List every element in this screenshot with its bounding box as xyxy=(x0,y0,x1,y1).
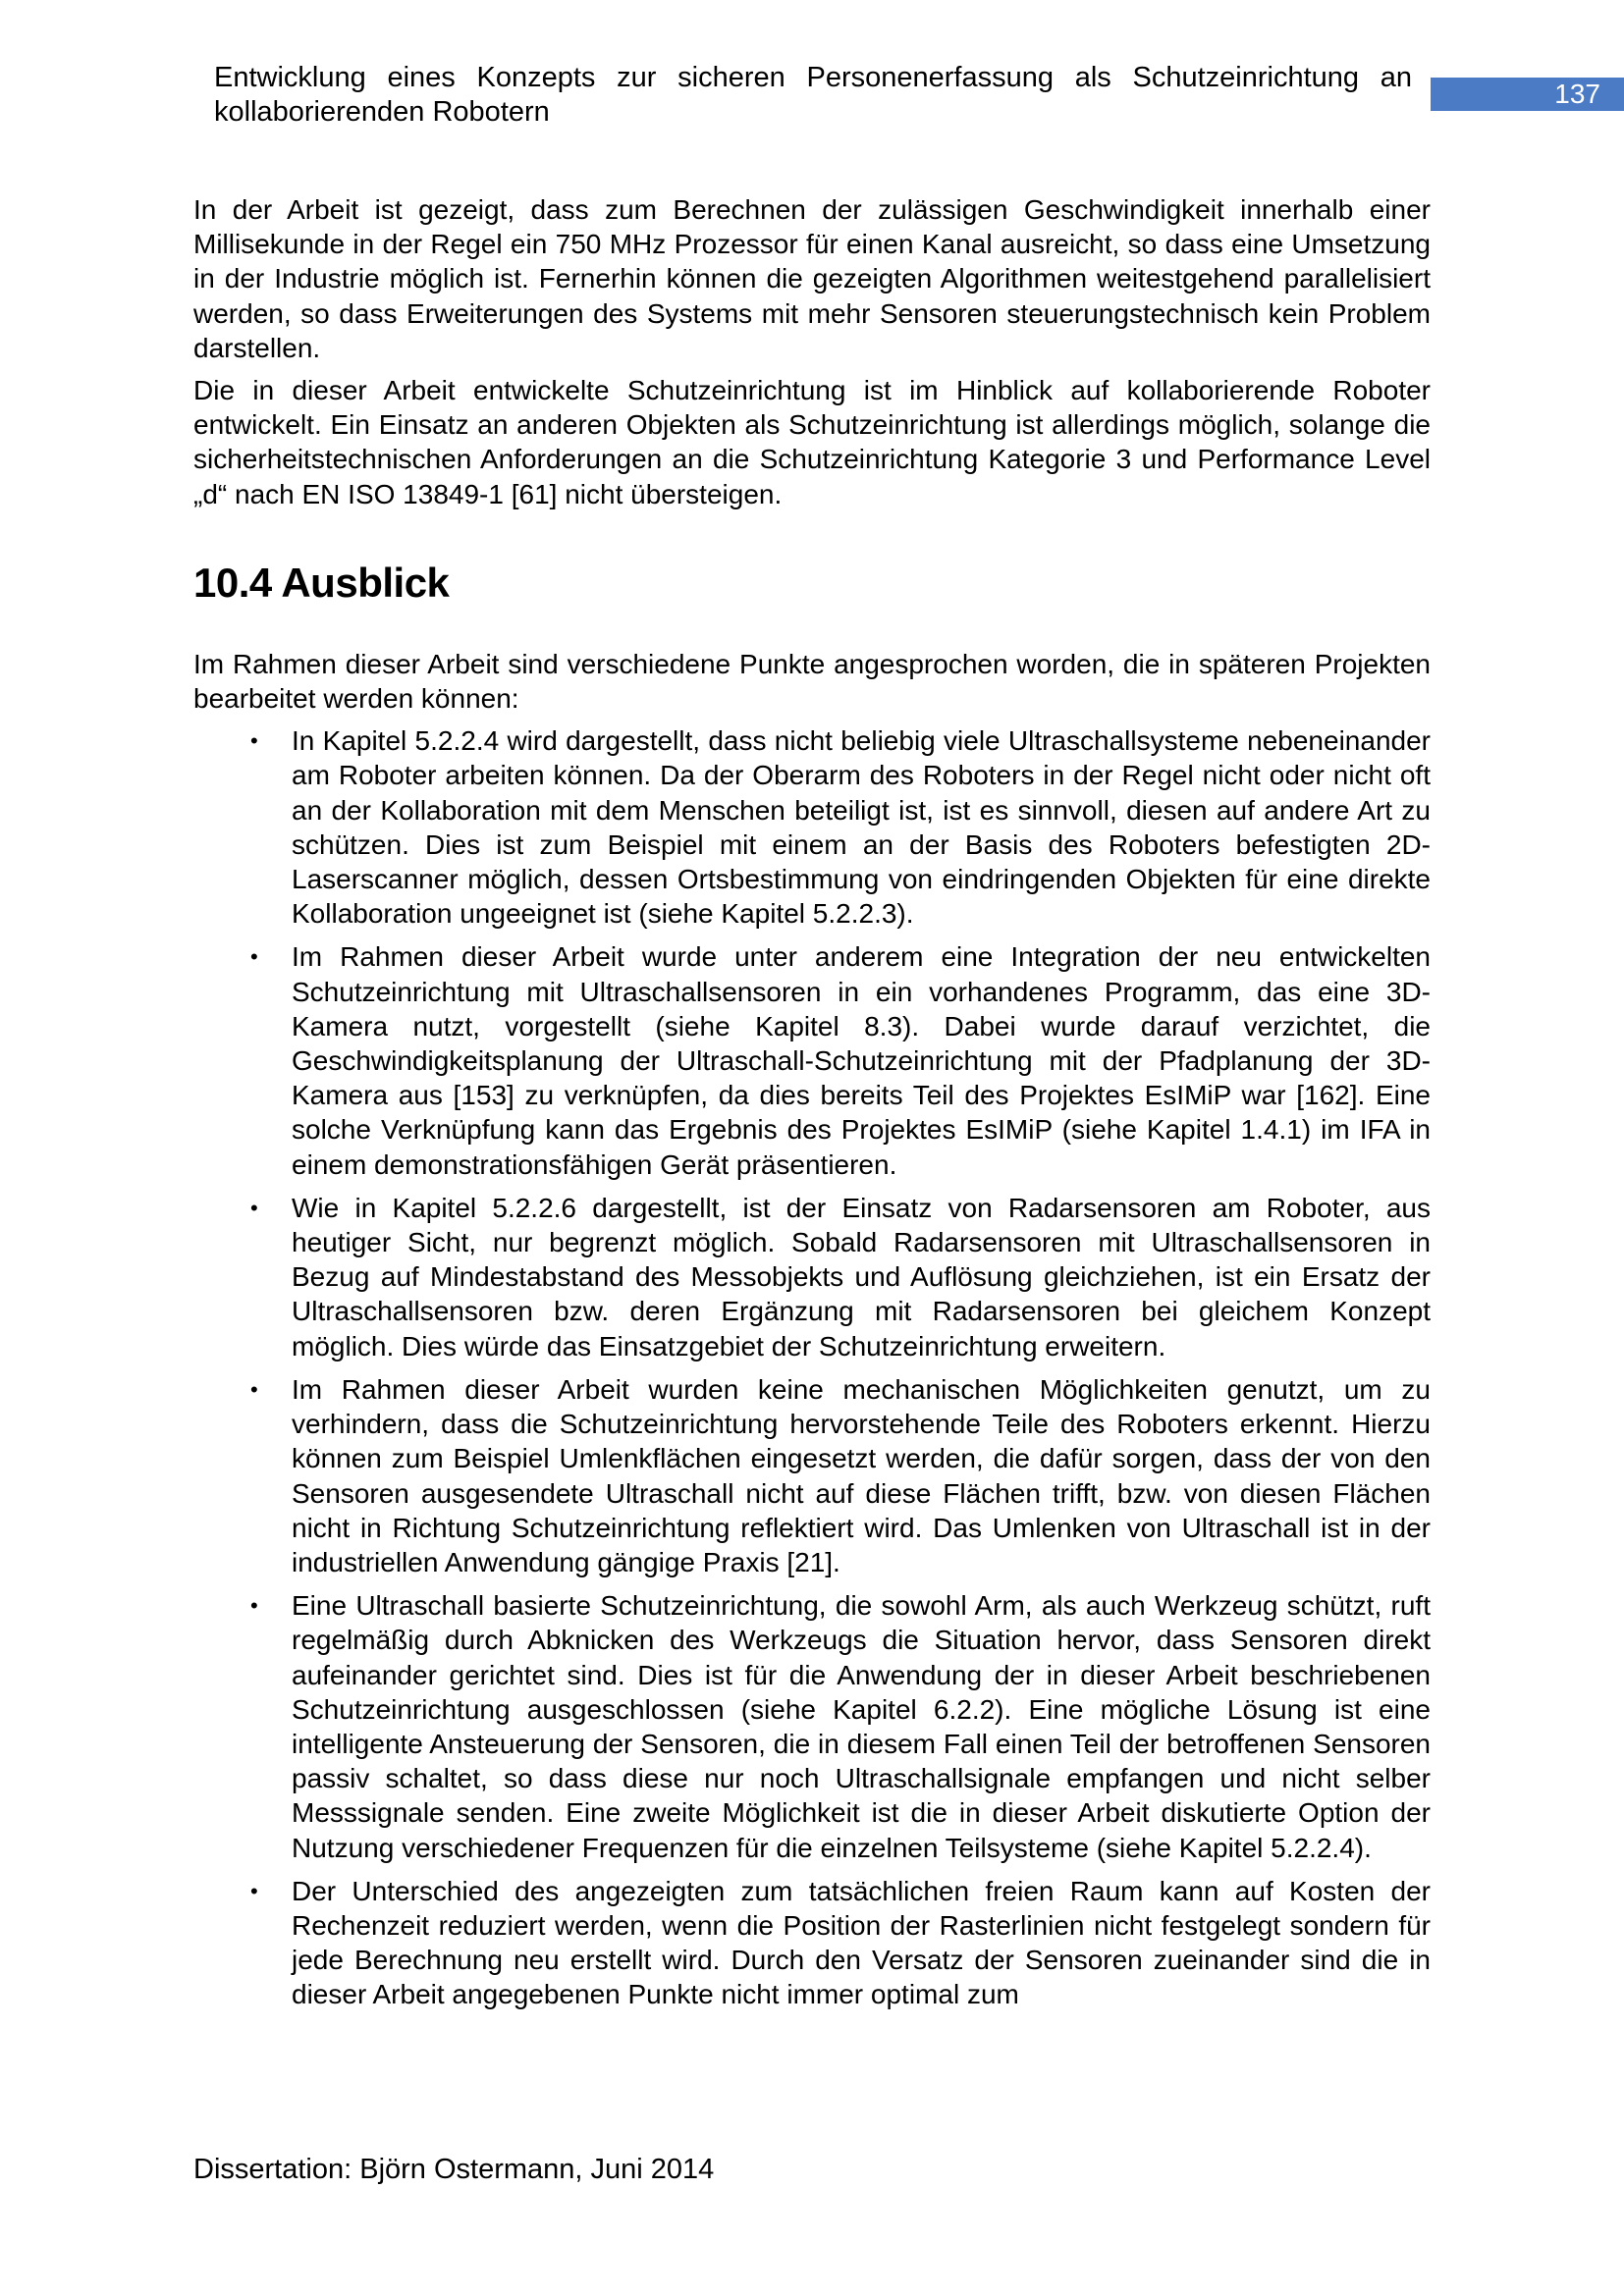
bullet-icon: • xyxy=(250,1878,258,1903)
list-item xyxy=(193,1372,1431,1579)
section-heading: 10.4 Ausblick xyxy=(193,559,450,606)
bullet-icon: • xyxy=(250,944,258,970)
running-header-title xyxy=(214,61,1412,130)
paragraph: In der Arbeit ist gezeigt, dass zum Berechnen der zulässigen Geschwindigkeit innerhalb einer Millisekunde in der Regel ein 750 MHz Prozessor für einen Kanal ausreicht, so dass eine Umsetzung in der Industrie möglich ist. Fernerhin können die gezeigten Algorithmen weitestgehend parallelisiert werden, so dass Erweiterungen des Systems mit mehr Sensoren steuerungstechnisch kein Problem darstellen. xyxy=(193,194,1431,363)
list-item-text: Im Rahmen dieser Arbeit wurden keine mechanischen Möglichkeiten genutzt, um zu verhindern, dass die Schutzeinrichtung hervorstehende Teile des Roboters erkennt. Hierzu können zum Beispiel Umlenkflächen eingesetzt werden, die dafür sorgen, dass der von den Sensoren ausgesendete Ultraschall nicht auf diese Flächen trifft, bzw. von diesen Flächen nicht in Richtung Schutzeinrichtung reflektiert wird. Das Umlenken von Ultraschall ist in der industriellen Anwendung gängige Praxis [21]. xyxy=(292,1373,1431,1577)
page-footer: Dissertation: Björn Ostermann, Juni 2014 xyxy=(193,2154,715,2185)
paragraph: Die in dieser Arbeit entwickelte Schutzeinrichtung ist im Hinblick auf kollaborierende Roboter entwickelt. Ein Einsatz an anderen Objekten als Schutzeinrichtung ist allerdings möglich, solange die sicherheitstechnischen Anforderungen an die Schutzeinrichtung Kategorie 3 und Performance Level „d“ nach EN ISO 13849-1 [61] nicht übersteigen. xyxy=(193,375,1431,509)
list-item xyxy=(193,1588,1431,1865)
outlook-list xyxy=(193,723,1431,2011)
list-item xyxy=(193,939,1431,1181)
list-item-text: In Kapitel 5.2.2.4 wird dargestellt, dass nicht beliebig viele Ultraschallsysteme nebeneinander am Roboter arbeiten können. Da der Oberarm des Roboters in der Regel nicht oder nicht oft an der Kollaboration mit dem Menschen beteiligt ist, ist es sinnvoll, diesen auf andere Art zu schützen. Dies ist zum Beispiel mit einem an der Basis des Roboters befestigten 2D-Laserscanner möglich, dessen Ortsbestimmung von eindringenden Objekten für eine direkte Kollaboration ungeeignet ist (siehe Kapitel 5.2.2.3). xyxy=(292,725,1431,930)
list-item-text: Im Rahmen dieser Arbeit wurde unter anderem eine Integration der neu entwickelten Schutzeinrichtung mit Ultraschallsensoren in ein vorhandenes Programm, das eine 3D-Kamera nutzt, vorgestellt (siehe Kapitel 8.3). Dabei wurde darauf verzichtet, die Geschwindigkeitsplanung der Ultraschall-Schutzeinrichtung mit der Pfadplanung der 3D-Kamera aus [153] zu verknüpfen, da dies bereits Teil des Projektes EsIMiP war [162]. Eine solche Verknüpfung kann das Ergebnis des Projektes EsIMiP (siehe Kapitel 1.4.1) im IFA in einem demonstrationsfähigen Gerät präsentieren. xyxy=(292,941,1431,1180)
bullet-icon: • xyxy=(250,1593,258,1619)
list-item-text: Wie in Kapitel 5.2.2.6 dargestellt, ist der Einsatz von Radarsensoren am Roboter, aus heutiger Sicht, nur begrenzt möglich. Sobald Radarsensoren mit Ultraschallsensoren in Bezug auf Mindestabstand des Messobjekts und Auflösung gleichziehen, ist ein Ersatz der Ultraschallsensoren bzw. deren Ergänzung mit Radarsensoren bei gleichem Konzept möglich. Dies würde das Einsatzgebiet der Schutzeinrichtung erweitern. xyxy=(292,1192,1431,1362)
list-item xyxy=(193,723,1431,931)
list-item xyxy=(193,1191,1431,1363)
bullet-icon: • xyxy=(250,728,258,754)
bullet-icon: • xyxy=(250,1195,258,1220)
page-number-badge: 137 xyxy=(1431,78,1624,111)
page-body xyxy=(193,192,1431,2021)
header-title-line-2: kollaborierenden Robotern xyxy=(214,96,550,128)
bullet-icon: • xyxy=(250,1376,258,1402)
list-item-text: Eine Ultraschall basierte Schutzeinrichtung, die sowohl Arm, als auch Werkzeug schützt, ruft regelmäßig durch Abknicken des Werkzeugs die Situation hervor, dass Sensoren direkt aufeinander gerichtet sind. Dies ist für die Anwendung der in dieser Arbeit beschriebenen Schutzeinrichtung ausgeschlossen (siehe Kapitel 6.2.2). Eine mögliche Lösung ist eine intelligente Ansteuerung der Sensoren, die in diesem Fall einen Teil der betroffenen Sensoren passiv schaltet, so dass diese nur noch Ultraschallsignale empfangen und nicht selber Messsignale senden. Eine zweite Möglichkeit ist die in dieser Arbeit diskutierte Option der Nutzung verschiedener Frequenzen für die einzelnen Teilsysteme (siehe Kapitel 5.2.2.4). xyxy=(292,1590,1431,1863)
list-item-text: Der Unterschied des angezeigten zum tatsächlichen freien Raum kann auf Kosten der Rechenzeit reduziert werden, wenn die Position der Rasterlinien nicht festgelegt sondern für jede Berechnung neu erstellt wird. Durch den Versatz der Sensoren zueinander sind die in dieser Arbeit angegebenen Punkte nicht immer optimal zum xyxy=(292,1875,1431,2010)
section-intro: Im Rahmen dieser Arbeit sind verschiedene Punkte angesprochen worden, die in späteren Projekten bearbeitet werden können: xyxy=(193,648,1431,715)
list-item xyxy=(193,1874,1431,2012)
header-title-line-1: Entwicklung eines Konzepts zur sicheren Personenerfassung als Schutzeinrichtung an xyxy=(214,62,1412,93)
